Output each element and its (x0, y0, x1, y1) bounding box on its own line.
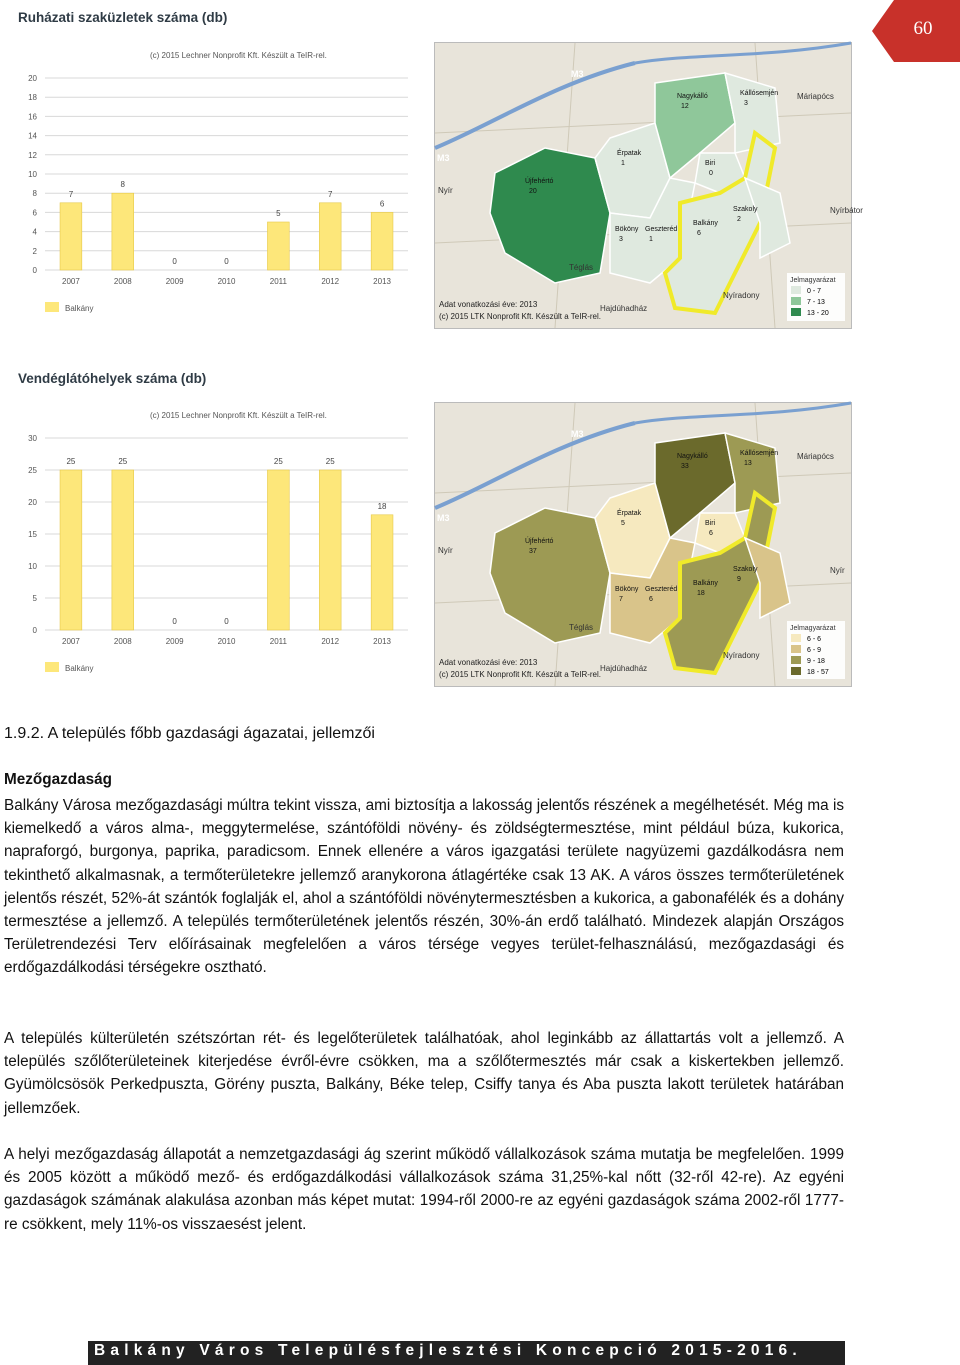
map-1-town-value: 20 (529, 188, 537, 195)
map-1-svg (435, 43, 863, 328)
map-1-place-nyirbator: Nyírbátor (830, 206, 863, 215)
chart-1-y-tick-label: 14 (28, 131, 37, 141)
chart-2-bar (371, 515, 393, 630)
chart-1-bar (319, 203, 341, 270)
paragraph-2 (4, 1027, 844, 1120)
map-2-town-name: Kállósemjén (740, 450, 779, 457)
map-1-place-nyiradony: Nyíradony (723, 291, 760, 300)
map-2-legend-1: 6 - 6 (807, 636, 822, 643)
map-1-town-name: Nagykálló (677, 93, 708, 100)
chart-2-x-tick-label: 2008 (113, 637, 132, 646)
map-1-year: Adat vonatkozási éve: 2013 (439, 300, 538, 309)
map-2-town-value: 33 (681, 463, 689, 470)
map-1-town-value: 1 (649, 236, 653, 243)
chart-2-data-label: 25 (66, 457, 76, 466)
chart-2-bar (319, 470, 341, 630)
chart-1-y-tick-label: 8 (32, 189, 37, 199)
map-1-town-name: Geszteréd (645, 226, 678, 233)
map-2-town-value: 6 (709, 530, 713, 537)
map-1-place-nyir-west: Nyír (438, 186, 453, 195)
chart-2-legend-swatch (45, 662, 59, 672)
map-1-town-name: Újfehértó (525, 178, 554, 185)
map-2-town-value: 18 (697, 590, 705, 597)
chart-2-data-label: 25 (325, 457, 335, 466)
paragraph-2-text: A település külterületén szétszórtan rét- és legelőterületek találhatóak, ahol leginkább az állattartás volt a jellemző. A település szőlőterületeinek kiterjedése évről-évre csökken, ma a szőlőtermesztés már csak a kiskertekben jellemző. Gyümölcsösök Perkedpuszta, Görény puszta, Balkány, Béke telep, Csiffy tanya és Aba puszta lakott területek határában jellemzőek. (4, 1030, 844, 1117)
map-2-town-value: 9 (737, 576, 741, 583)
page-number-badge (872, 0, 960, 62)
map-2-legend-2: 6 - 9 (807, 647, 822, 654)
chart-1-y-tick-label: 6 (32, 208, 37, 218)
chart-1-x-tick-label: 2011 (269, 277, 287, 286)
chart-1-data-label: 7 (68, 189, 74, 199)
chart-1-x-tick-label: 2008 (113, 277, 132, 286)
map-1 (434, 42, 863, 329)
chart-1-copyright: (c) 2015 Lechner Nonprofit Kft. Készült a TeIR-rel. (150, 51, 327, 60)
chart-2-y-tick-label: 5 (32, 594, 37, 603)
map-2-town-name: Geszteréd (645, 586, 678, 593)
chart-2-y-tick-label: 25 (28, 466, 37, 475)
chart-2-data-label: 25 (273, 457, 283, 466)
map-2-svg (435, 403, 851, 686)
chart-2-y-tick-label: 15 (28, 530, 37, 539)
chart-2-data-label: 0 (224, 617, 229, 626)
map-1-legend (787, 273, 845, 321)
chart-1-bar (112, 193, 134, 270)
chart-2-copyright: (c) 2015 Lechner Nonprofit Kft. Készült a TeIR-rel. (150, 411, 327, 420)
map-1-place-hajduhadhaz: Hajdúhadház (600, 304, 648, 313)
map-2-town-value: 6 (649, 596, 653, 603)
chart-2-bar (267, 470, 289, 630)
map-2-legend-3: 9 - 18 (807, 658, 825, 665)
chart-1-data-label: 5 (276, 209, 281, 218)
chart-1-y-tick-label: 0 (32, 266, 37, 275)
map-1-town-name: Kállósemjén (740, 90, 779, 97)
chart-2-data-label: 0 (172, 617, 177, 626)
chart-1-data-label: 7 (327, 189, 333, 199)
map-2-town-name: Nagykálló (677, 453, 708, 460)
chart-1-bar (60, 203, 82, 270)
map-2-place-teglas: Téglás (569, 623, 594, 632)
chart-2-data-label: 18 (377, 501, 387, 511)
chart-1-y-tick-label: 16 (28, 112, 37, 122)
chart-2-bar (112, 470, 134, 630)
map-1-legend-1: 0 - 7 (807, 288, 822, 295)
map-1-town-value: 3 (744, 100, 748, 107)
chart-2-x-tick-label: 2012 (321, 637, 340, 646)
paragraph-3 (4, 1143, 844, 1236)
footer-title: Balkány Város Településfejlesztési Koncepció 2015-2016. (94, 1342, 802, 1359)
map-2 (434, 402, 852, 687)
map-2-legend-title: Jelmagyarázat (790, 625, 836, 632)
map-1-road-label-west: M3 (437, 153, 450, 163)
map-2-place-hajduhadhaz: Hajdúhadház (600, 664, 648, 673)
map-2-place-mariapocs: Máriapócs (797, 452, 834, 461)
chart-1-legend-swatch (45, 302, 59, 312)
map-1-town-name: Biri (705, 160, 716, 167)
map-1-town-value: 3 (619, 236, 623, 243)
map-1-town-value: 12 (681, 103, 689, 110)
map-2-town-value: 5 (621, 520, 625, 527)
chart-1-x-tick-label: 2007 (62, 277, 80, 286)
chart-2-bar-chart (0, 400, 420, 685)
map-2-credit: (c) 2015 LTK Nonprofit Kft. Készült a TeIR-rel. (439, 670, 601, 679)
map-2-town-name: Szakoly (733, 566, 758, 573)
map-2-place-nyiradony: Nyíradony (723, 651, 760, 660)
chart-1-y-tick-label: 12 (28, 150, 37, 160)
map-1-town-value: 1 (621, 160, 625, 167)
map-1-credit: (c) 2015 LTK Nonprofit Kft. Készült a TeIR-rel. (439, 312, 601, 321)
map-2-legend (787, 621, 845, 679)
chart-1-x-tick-label: 2010 (217, 277, 236, 286)
map-1-place-teglas: Téglás (569, 263, 594, 272)
chart-2-y-tick-label: 20 (28, 498, 37, 507)
paragraph-1-text: Balkány Városa mezőgazdasági múltra tekint vissza, ami biztosítja a lakosság jelentős részének a megélhetését. Még ma is kiemelkedő a város alma-, meggytermelése, szántóföldi növény- és zöldségtermesztése, mint például búza, kukorica, napraforgó, burgonya, paprika, paradicsom. Ennek ellenére a város igazgatási területe nagyüzemi gazdálkodásra nem tekinthető alkalmasnak, a termőterületekre jellemző aranykorona átlagértéke csak 13 AK. A város összes termőterületének jelentős részét, 52%-át szántók foglalják el, ahol a szántóföldi növénytermesztésben a kukorica, a gabonafélék és a dohány termesztése a jellemző. A település termőterületének jelentős részén, 30%-án erdő található. Mindezek alapján Országos Területrendezési Terv előírásainak megfelelően a város térsége vegyes terület-felhasználású, mezőgazdasági és erdőgazdálkodási térségekre osztható. (4, 797, 844, 977)
chart-1-bar (267, 222, 289, 270)
map-1-town-value: 0 (709, 170, 713, 177)
map-2-town-name: Balkány (693, 580, 718, 587)
paragraph-3-text: A helyi mezőgazdaság állapotát a nemzetgazdasági ág szerint működő vállalkozások száma mutatja be megfelelően. 1999 és 2005 között a működő mező- és erdőgazdálkodási vállalkozások száma 31,25%-kal nőtt (32-ről 42-re). Az egyéni gazdaságok számának alakulása azonban más képet mutat: 1994-ről 2000-re az egyéni gazdaságok száma 2002-ről 1777-re csökkent, mely 11%-os visszaesést jelent. (4, 1146, 844, 1233)
paragraph-1 (4, 794, 844, 980)
map-2-town-value: 37 (529, 548, 537, 555)
chart-2-x-tick-label: 2007 (62, 637, 80, 646)
map-2-town-name: Érpatak (617, 510, 642, 517)
map-2-year: Adat vonatkozási éve: 2013 (439, 658, 538, 667)
chart-1-y-tick-label: 10 (28, 170, 37, 179)
map-2-town-name: Biri (705, 520, 716, 527)
chart-2-data-label: 25 (118, 457, 128, 466)
page-number: 60 (913, 18, 933, 39)
map-2-road-label-west: M3 (437, 513, 450, 523)
chart-1-y-tick-label: 4 (32, 227, 37, 237)
map-1-road-label-east: M3 (571, 69, 584, 79)
map-1-town-value: 2 (737, 216, 741, 223)
map-2-place-nyirbator: Nyír (830, 566, 845, 575)
map-1-town-name: Bököny (615, 226, 639, 233)
map-1-legend-title: Jelmagyarázat (790, 277, 836, 284)
chart-2-legend-label: Balkány (65, 664, 94, 673)
map-2-road-label-east: M3 (571, 429, 584, 439)
map-2-town-value: 13 (744, 460, 752, 467)
chart-1-bar (371, 212, 393, 270)
map-1-town-value: 6 (697, 230, 701, 237)
chart-1-data-label: 0 (224, 257, 229, 266)
chart-2-x-tick-label: 2010 (217, 637, 236, 646)
map-2-place-nyir-west: Nyír (438, 546, 453, 555)
chart-1-x-tick-label: 2013 (373, 277, 391, 286)
chart-1-data-label: 8 (120, 180, 126, 190)
chart-1-data-label: 6 (379, 199, 385, 209)
chart-1-legend-label: Balkány (65, 304, 94, 313)
chart-1-y-tick-label: 2 (32, 246, 37, 256)
chart-2-y-tick-label: 10 (28, 562, 37, 571)
map-1-town-name: Szakoly (733, 206, 758, 213)
chart-1-y-tick-label: 18 (28, 93, 37, 103)
chart-1-x-tick-label: 2009 (165, 277, 184, 286)
chart-2-bar (60, 470, 82, 630)
map-2-town-name: Újfehértó (525, 538, 554, 545)
map-1-town-name: Érpatak (617, 150, 642, 157)
chart-1-title: Ruházati szaküzletek száma (db) (18, 10, 228, 25)
map-1-legend-3: 13 - 20 (807, 310, 829, 317)
map-1-town-name: Balkány (693, 220, 718, 227)
chart-1-bar-chart (0, 40, 420, 330)
chart-2-x-tick-label: 2011 (269, 637, 287, 646)
chart-1-y-tick-label: 20 (28, 74, 37, 83)
chart-2-x-tick-label: 2009 (165, 637, 184, 646)
chart-1-data-label: 0 (172, 257, 177, 266)
chart-1-x-tick-label: 2012 (321, 277, 340, 286)
map-1-legend-2: 7 - 13 (807, 299, 825, 306)
chart-2-x-tick-label: 2013 (373, 637, 391, 646)
subsection-heading: Mezőgazdaság (4, 771, 112, 788)
section-heading: 1.9.2. A település főbb gazdasági ágazatai, jellemzői (4, 725, 375, 742)
chart-2-y-tick-label: 0 (32, 626, 37, 635)
map-2-town-value: 7 (619, 596, 623, 603)
map-1-place-mariapocs: Máriapócs (797, 92, 834, 101)
chart-2-y-tick-label: 30 (28, 434, 37, 443)
map-2-legend-4: 18 - 57 (807, 669, 829, 676)
chart-2-title: Vendéglátóhelyek száma (db) (18, 371, 207, 386)
map-2-town-name: Bököny (615, 586, 639, 593)
